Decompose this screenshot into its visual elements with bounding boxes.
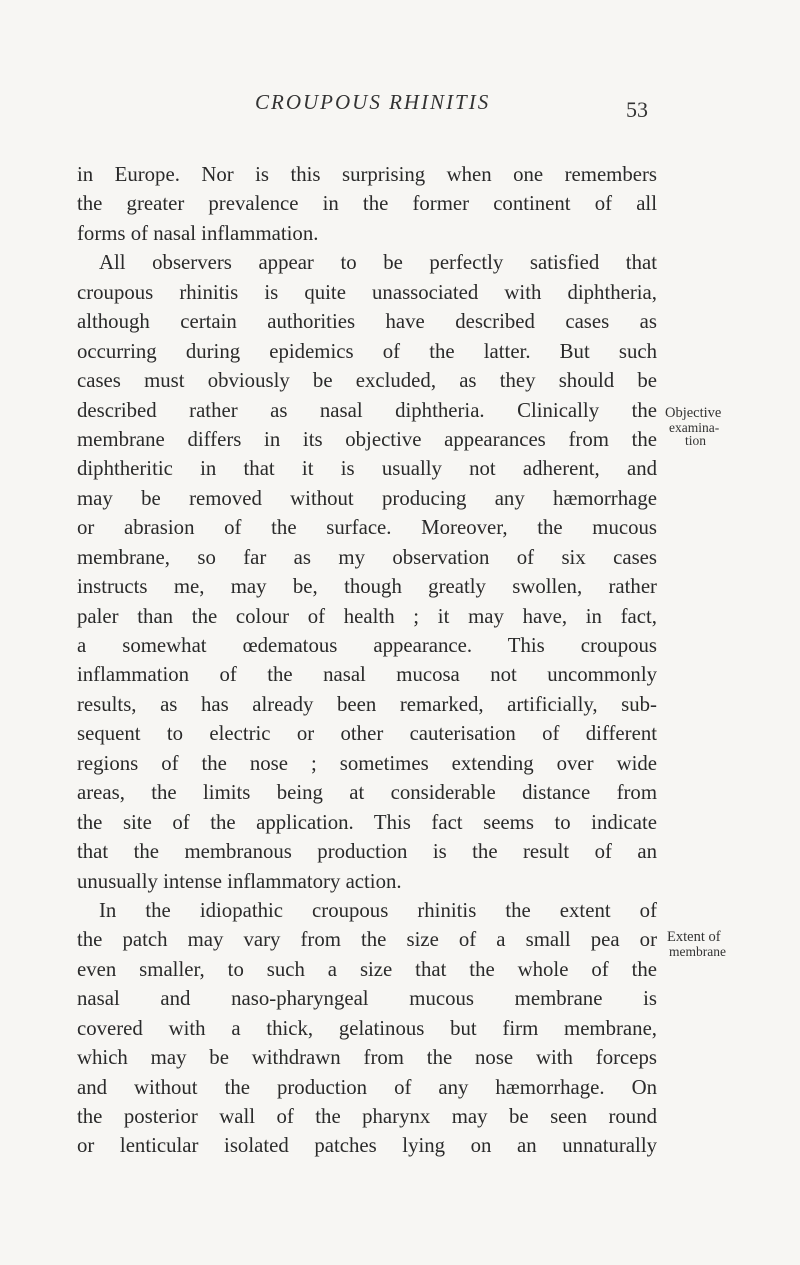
text-line: the posterior wall of the pharynx may be seen round: [77, 1105, 657, 1128]
text-line: and without the production of any hæmorrhage. On: [77, 1075, 657, 1099]
page-number: 53: [626, 97, 648, 122]
text-line: cases must obviously be excluded, as they should be: [77, 369, 657, 393]
text-line: or lenticular isolated patches lying on an unnaturally: [77, 1134, 657, 1158]
text-line: membrane, so far as my observation of six cases: [77, 545, 657, 569]
margin-note-line: Extent of: [667, 929, 721, 945]
text-line: results, as has already been remarked, artificially, sub-: [77, 692, 657, 716]
text-line: covered with a thick, gelatinous but firm membrane,: [77, 1016, 657, 1040]
text-line: In the idiopathic croupous rhinitis the extent of: [99, 898, 657, 922]
text-line: croupous rhinitis is quite unassociated with diphtheria,: [77, 280, 657, 304]
text-line: sequent to electric or other cauterisation of different: [77, 722, 657, 746]
text-line: membrane differs in its objective appearances from the: [77, 427, 657, 451]
text-line: forms of nasal inflammation.: [77, 221, 319, 245]
text-line: instructs me, may be, though greatly swollen, rather: [77, 575, 657, 599]
text-line: inflammation of the nasal mucosa not uncommonly: [77, 663, 657, 687]
margin-note-objective-examination: [665, 405, 775, 447]
text-line: diphtheritic in that it is usually not adherent, and: [77, 457, 657, 481]
running-title: CROUPOUS RHINITIS: [255, 90, 491, 114]
text-line: the patch may vary from the size of a small pea or: [77, 928, 657, 952]
text-line: which may be withdrawn from the nose with forceps: [77, 1046, 657, 1070]
body-text: [77, 160, 657, 1161]
margin-note-line: tion: [685, 433, 707, 448]
text-line: that the membranous production is the result of an: [77, 840, 657, 864]
running-head: [0, 90, 800, 120]
text-line: occurring during epidemics of the latter. But such: [77, 339, 657, 363]
text-line: in Europe. Nor is this surprising when one remembers: [77, 163, 657, 186]
text-line: or abrasion of the surface. Moreover, the mucous: [77, 516, 657, 540]
text-line: described rather as nasal diphtheria. Clinically the: [77, 398, 657, 422]
text-line: may be removed without producing any hæmorrhage: [77, 486, 657, 510]
text-line: although certain authorities have described cases as: [77, 310, 657, 334]
margin-note-line: Objective: [665, 405, 722, 421]
text-line: regions of the nose ; sometimes extending over wide: [77, 751, 657, 775]
text-line: nasal and naso-pharyngeal mucous membrane is: [77, 987, 657, 1011]
text-line: the site of the application. This fact seems to indicate: [77, 810, 657, 834]
text-line: a somewhat œdematous appearance. This croupous: [77, 634, 657, 657]
text-line: All observers appear to be perfectly satisfied that: [99, 251, 657, 275]
text-line: the greater prevalence in the former continent of all: [77, 192, 657, 216]
text-line: even smaller, to such a size that the whole of the: [77, 957, 657, 981]
margin-note-extent-of-membrane: [665, 929, 775, 958]
text-line: paler than the colour of health ; it may have, in fact,: [77, 604, 657, 628]
text-line: unusually intense inflammatory action.: [77, 869, 402, 893]
margin-note-line: examina-: [669, 420, 720, 435]
margin-note-line: membrane: [669, 944, 726, 959]
text-line: areas, the limits being at considerable distance from: [77, 781, 657, 805]
